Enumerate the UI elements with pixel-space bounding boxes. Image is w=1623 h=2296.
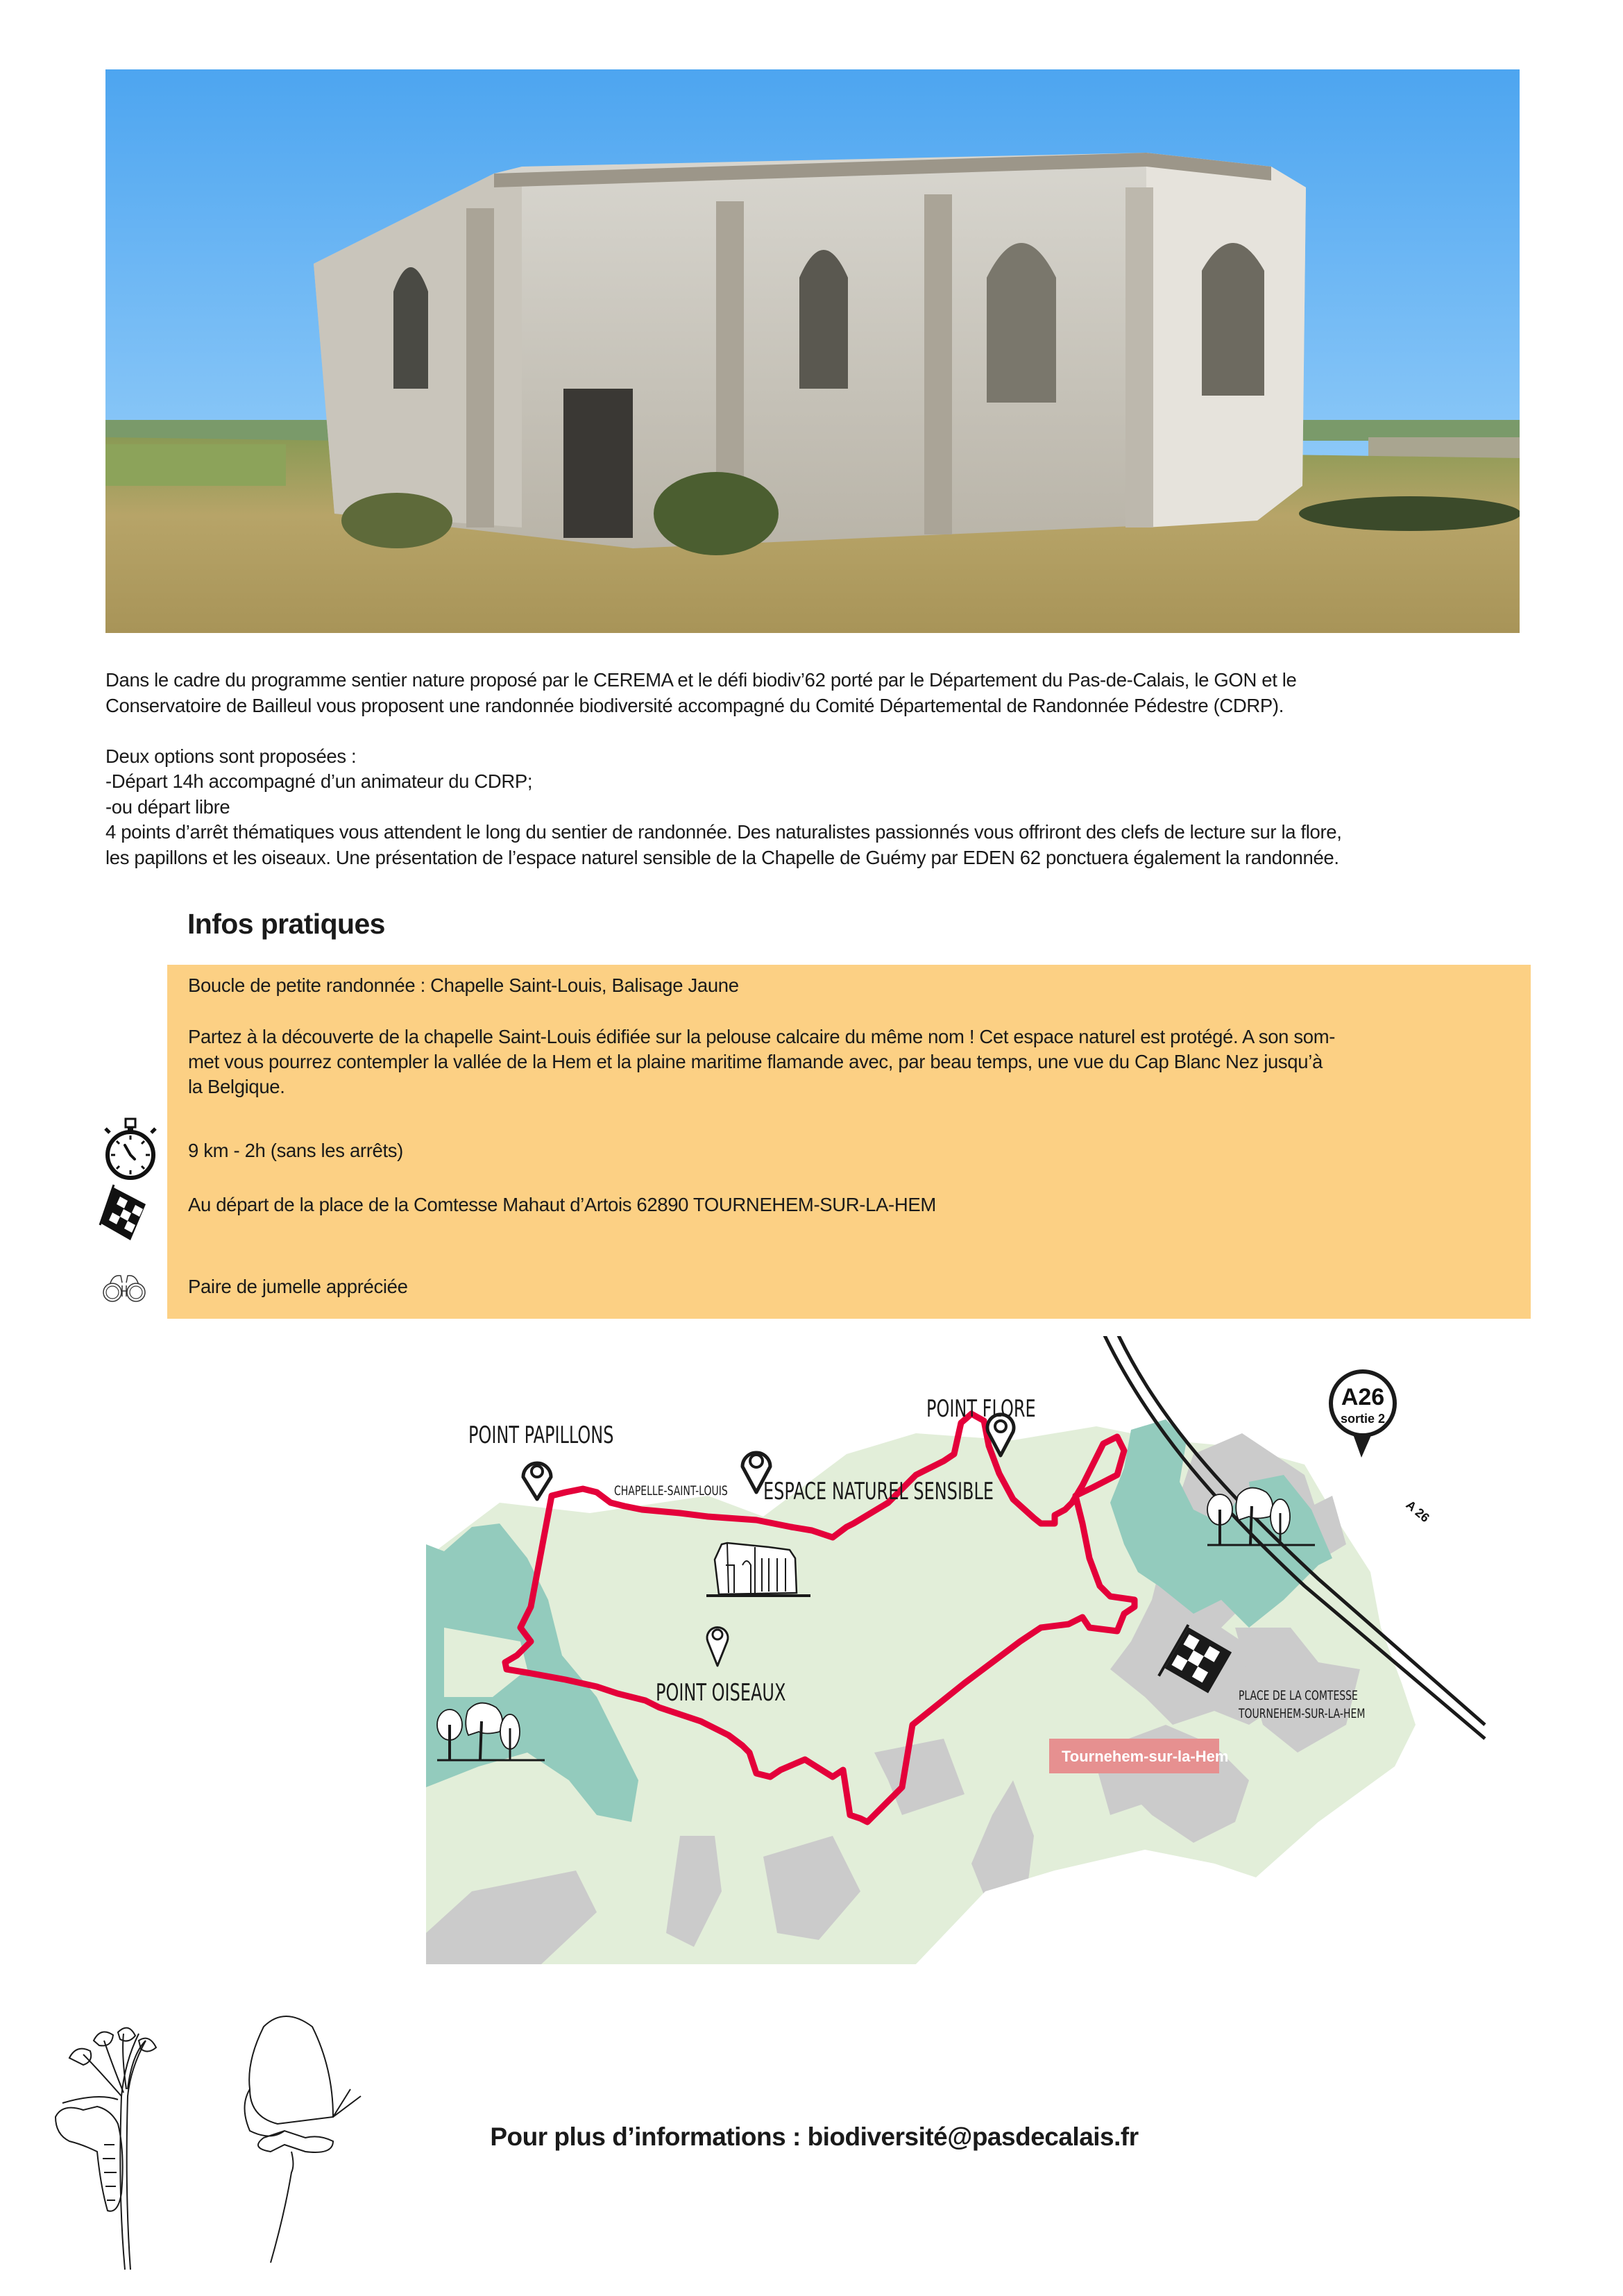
exit-number-label: sortie 2 <box>1340 1412 1386 1426</box>
intro-line: Dans le cadre du programme sentier nature proposé par le CEREMA et le défi biodiv’62 porté par le Département du Pas-de-Calais, le GON et le <box>105 669 1297 691</box>
chapel-photo <box>105 69 1520 633</box>
road-label: A 26 <box>1403 1497 1432 1526</box>
chapel-photo-illustration <box>105 69 1520 633</box>
description-line: la Belgique. <box>188 1076 285 1097</box>
map-pin-icon <box>523 1463 551 1499</box>
place-comtesse-label: PLACE DE LA COMTESSE <box>1239 1688 1358 1703</box>
options-title: Deux options sont proposées : <box>105 745 357 767</box>
departure-info: Au départ de la place de la Comtesse Mahaut d’Artois 62890 TOURNEHEM-SUR-LA-HEM <box>188 1194 936 1215</box>
contact-text: Pour plus d’informations : biodiversité@pasdecalais.fr <box>490 2122 1139 2151</box>
description-line: Partez à la découverte de la chapelle Saint-Louis édifiée sur la pelouse calcaire du même nom ! Cet espace naturel est protégé. A son som- <box>188 1026 1336 1047</box>
intro-line: Conservatoire de Bailleul vous proposent une randonnée biodiversité accompagné du Comité Départemental de Randonnée Pédestre (CDRP). <box>105 694 1284 716</box>
plant-stem <box>120 2034 139 2270</box>
butterfly-wing <box>249 2016 333 2124</box>
point-flore-label: POINT FLORE <box>926 1395 1036 1423</box>
binoculars-icon <box>103 1272 146 1307</box>
section-title: Infos pratiques <box>187 908 385 940</box>
checkered-flag-icon <box>97 1183 153 1246</box>
espace-naturel-sensible-label: ESPACE NATUREL SENSIBLE <box>763 1478 994 1505</box>
duration-info: 9 km - 2h (sans les arrêts) <box>188 1140 403 1161</box>
point-papillons-label: POINT PAPILLONS <box>468 1421 614 1449</box>
town-label: Tournehem-sur-la-Hem <box>1062 1748 1229 1765</box>
option-item: -Départ 14h accompagné d’un animateur du CDRP; <box>105 770 533 792</box>
intro-line: les papillons et les oiseaux. Une présentation de l’espace naturel sensible de la Chapelle de Guémy par EDEN 62 ponctuera également la randonnée. <box>105 846 1339 868</box>
place-town-label: TOURNEHEM-SUR-LA-HEM <box>1239 1706 1366 1721</box>
intro-line: 4 points d’arrêt thématiques vous attendent le long du sentier de randonnée. Des naturalistes passionnés vous offriront des clefs de lecture sur la flore, <box>105 821 1342 843</box>
chapelle-label: CHAPELLE-SAINT-LOUIS <box>614 1483 728 1499</box>
a26-exit-marker <box>1331 1371 1395 1458</box>
infos-box <box>167 965 1531 1319</box>
route-map <box>416 1336 1499 1971</box>
loop-info: Boucle de petite randonnée : Chapelle Saint-Louis, Balisage Jaune <box>188 974 739 996</box>
contact-footer <box>0 2122 1623 2152</box>
intro-section <box>105 668 1556 870</box>
option-item: -ou départ libre <box>105 795 230 818</box>
point-oiseaux-label: POINT OISEAUX <box>656 1678 786 1707</box>
equipment-info: Paire de jumelle appréciée <box>188 1276 408 1297</box>
stopwatch-icon <box>103 1117 158 1183</box>
description-line: met vous pourrez contempler la vallée de la Hem et la plaine maritime flamande avec, par beau temps, une vue du Cap Blanc Nez jusqu’à <box>188 1051 1323 1072</box>
exit-road-label: A26 <box>1341 1384 1385 1410</box>
